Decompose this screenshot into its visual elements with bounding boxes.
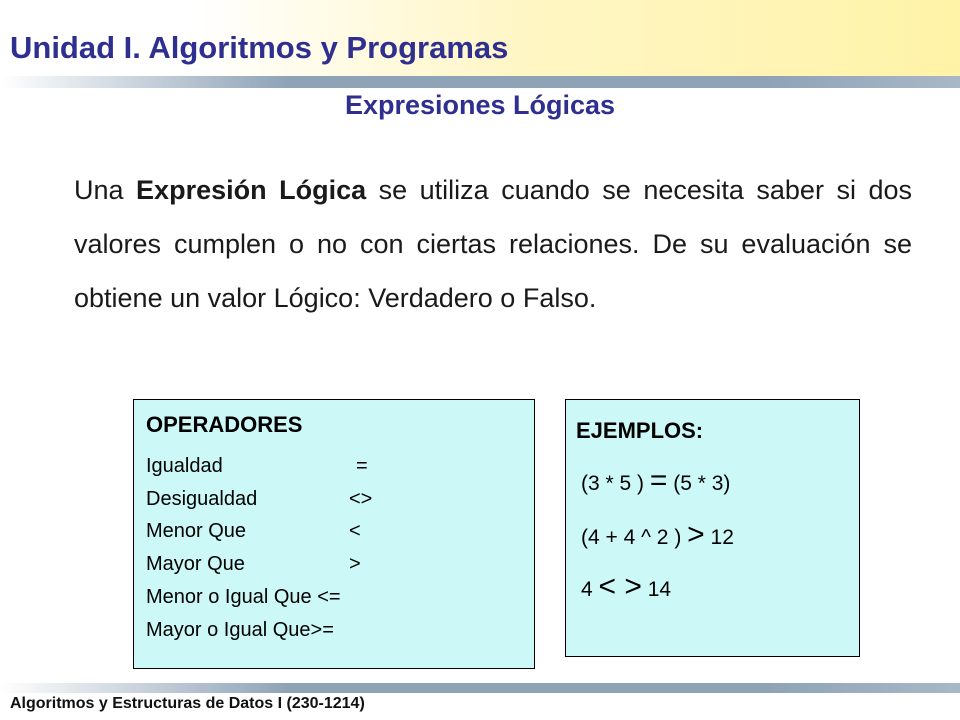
operator-symbol: < [349,520,361,542]
footer-divider [0,683,960,693]
example-right: 14 [641,578,672,601]
paragraph-text-start: Una [74,175,137,205]
header-divider [0,76,960,88]
operators-title: OPERADORES [146,412,303,437]
example-right: 12 [704,526,734,549]
operator-label: Menor Que [146,520,247,542]
example-operator: = [649,464,668,497]
footer-course-name: Algoritmos y Estructuras de Datos I (230-1214) [10,695,365,712]
operator-label: Igualdad [146,455,223,477]
slide-title: Unidad I. Algoritmos y Programas [10,30,509,65]
operator-symbol: = [356,455,368,477]
operator-symbol: >= [310,619,334,641]
slide-subtitle: Expresiones Lógicas [344,90,616,120]
example-right: (5 * 3) [667,472,731,495]
operator-symbol: <> [349,488,373,510]
operator-row [146,586,341,609]
examples-box [565,399,860,657]
operator-label: Menor o Igual Que [146,586,312,608]
operator-row [146,619,334,642]
example-left: (4 + 4 ^ 2 ) [581,526,688,549]
paragraph-bold-term: Expresión Lógica [136,175,367,205]
paragraph-text-end: se utiliza cuando se necesita saber si dos valores cumplen o no con ciertas relaciones. De su evaluación se obtiene un valor Lógico: Verdadero o Falso. [74,175,912,313]
operator-row [146,455,368,478]
operator-label: Mayor o Igual Que [146,619,311,641]
operator-symbol: > [349,553,361,575]
example-left: 4 [581,578,599,601]
operator-label: Desigualdad [146,488,258,510]
example-operator: < > [598,570,642,603]
operators-box [133,399,535,669]
example-row [581,464,730,498]
operator-symbol: <= [317,586,341,608]
example-row [581,518,734,552]
example-row [581,570,671,604]
operator-row [146,520,361,543]
operator-row [146,553,361,576]
example-operator: > [687,518,705,551]
example-left: (3 * 5 ) [581,472,650,495]
examples-title: EJEMPLOS: [576,418,704,443]
definition-paragraph [74,163,912,325]
operator-row [146,488,373,511]
operator-label: Mayor Que [146,553,245,575]
